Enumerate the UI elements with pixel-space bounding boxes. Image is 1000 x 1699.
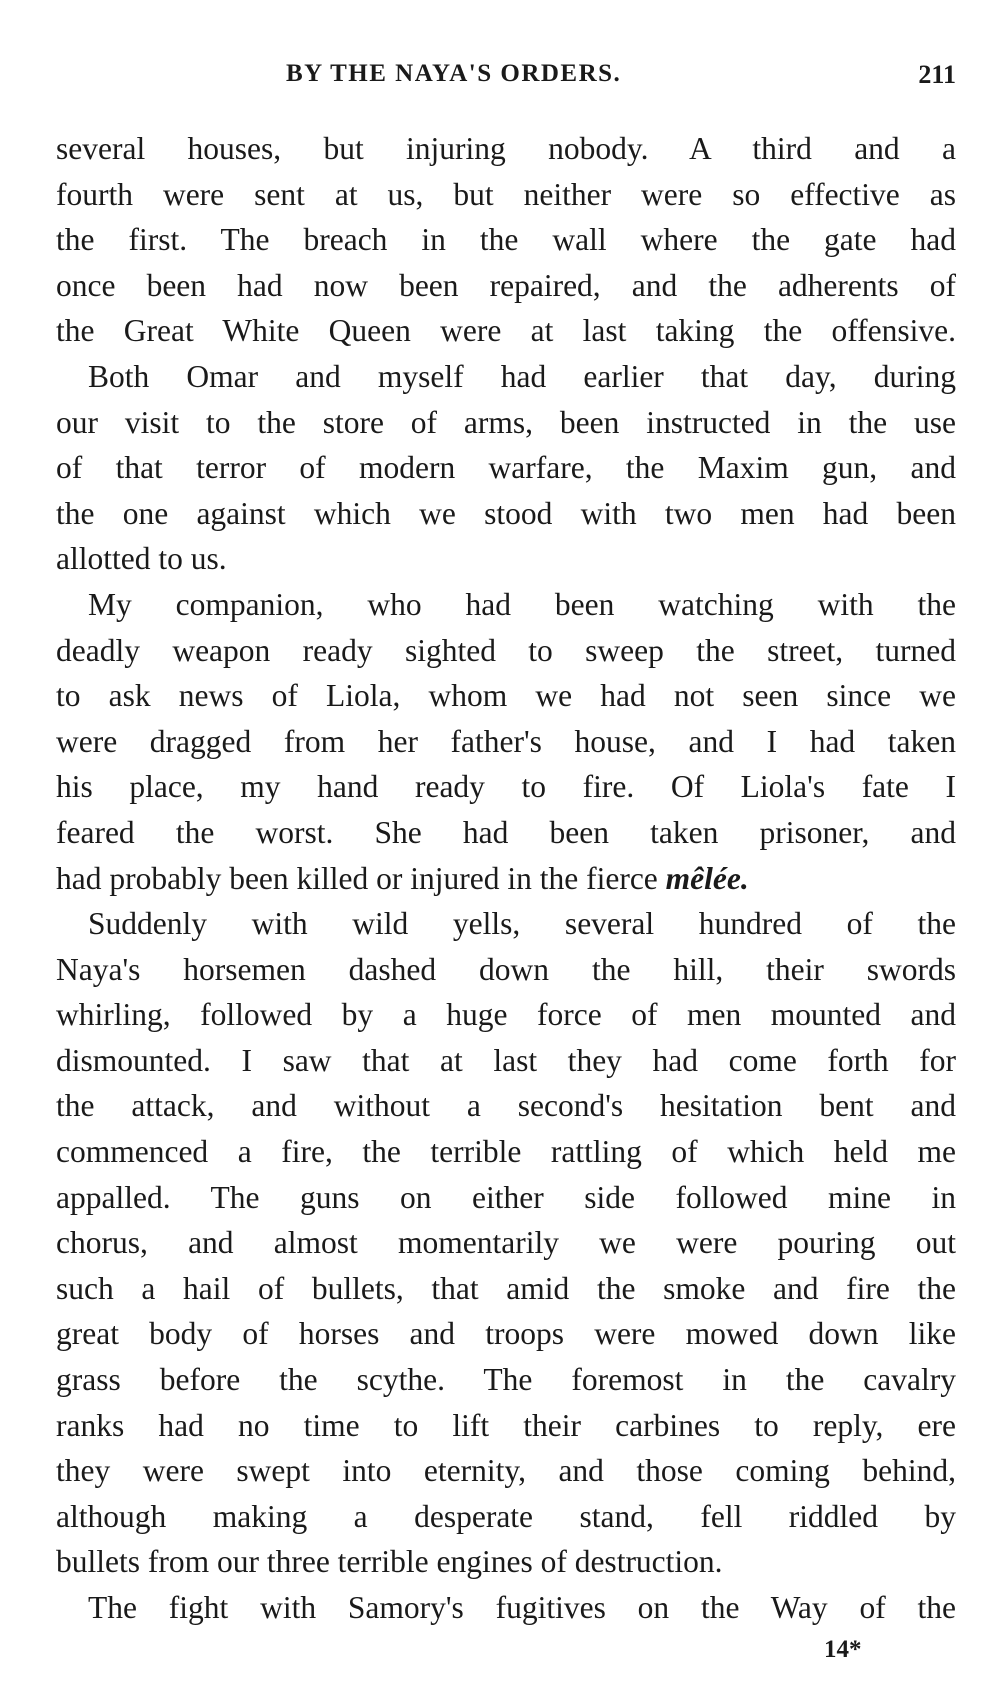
running-head <box>56 60 956 100</box>
text-line: to ask news of Liola, whom we had not seen since we <box>56 678 956 714</box>
text-line: bullets from our three terrible engines of destruction. <box>56 1544 723 1580</box>
text-line: the one against which we stood with two men had been <box>56 495 956 531</box>
running-title: BY THE NAYA'S ORDERS. <box>286 60 622 87</box>
text-line: chorus, and almost momentarily we were pouring out <box>56 1225 956 1261</box>
text-line: Both Omar and myself had earlier that day, during <box>88 358 956 394</box>
text-line: feared the worst. She had been taken prisoner, and <box>56 814 956 850</box>
signature-mark: 14* <box>824 1636 862 1663</box>
text-line: grass before the scythe. The foremost in the cavalry <box>56 1362 956 1398</box>
text-line: once been had now been repaired, and the adherents of <box>56 267 956 303</box>
text-line: great body of horses and troops were mowed down like <box>56 1316 956 1352</box>
text-line: the first. The breach in the wall where the gate had <box>56 222 956 258</box>
text-line: deadly weapon ready sighted to sweep the street, turned <box>56 632 956 668</box>
text-line: The fight with Samory's fugitives on the Way of the <box>88 1590 956 1625</box>
text-line: fourth were sent at us, but neither were so effective as <box>56 176 956 212</box>
text-line: our visit to the store of arms, been instructed in the use <box>56 404 956 440</box>
text-line-with-emphasis <box>56 856 956 902</box>
text-line: several houses, but injuring nobody. A third and a <box>56 131 956 166</box>
text-line: commenced a fire, the terrible rattling of which held me <box>56 1134 956 1170</box>
text-line: such a hail of bullets, that amid the smoke and fire the <box>56 1270 956 1306</box>
italic-word: mêlée. <box>665 860 749 896</box>
page-number: 211 <box>918 60 956 89</box>
text-line: ranks had no time to lift their carbines to reply, ere <box>56 1407 956 1443</box>
text-line: although making a desperate stand, fell riddled by <box>56 1498 956 1534</box>
text-line: dismounted. I saw that at last they had come forth for <box>56 1042 956 1078</box>
text-line: the attack, and without a second's hesitation bent and <box>56 1088 956 1124</box>
text-line: of that terror of modern warfare, the Maxim gun, and <box>56 450 956 486</box>
text-line: Naya's horsemen dashed down the hill, their swords <box>56 951 956 987</box>
text-line: whirling, followed by a huge force of men mounted and <box>56 997 956 1033</box>
text-line: appalled. The guns on either side followed mine in <box>56 1179 956 1215</box>
body-text <box>56 126 956 1625</box>
text-segment: had probably been killed or injured in the fierce <box>56 860 658 896</box>
text-line: his place, my hand ready to fire. Of Liola's fate I <box>56 769 956 805</box>
text-line: allotted to us. <box>56 541 227 577</box>
text-line: My companion, who had been watching with the <box>88 586 956 622</box>
text-line: Suddenly with wild yells, several hundred of the <box>88 906 956 942</box>
text-line: were dragged from her father's house, and I had taken <box>56 723 956 759</box>
text-line: they were swept into eternity, and those coming behind, <box>56 1453 956 1489</box>
text-line: the Great White Queen were at last taking the offensive. <box>56 313 956 349</box>
